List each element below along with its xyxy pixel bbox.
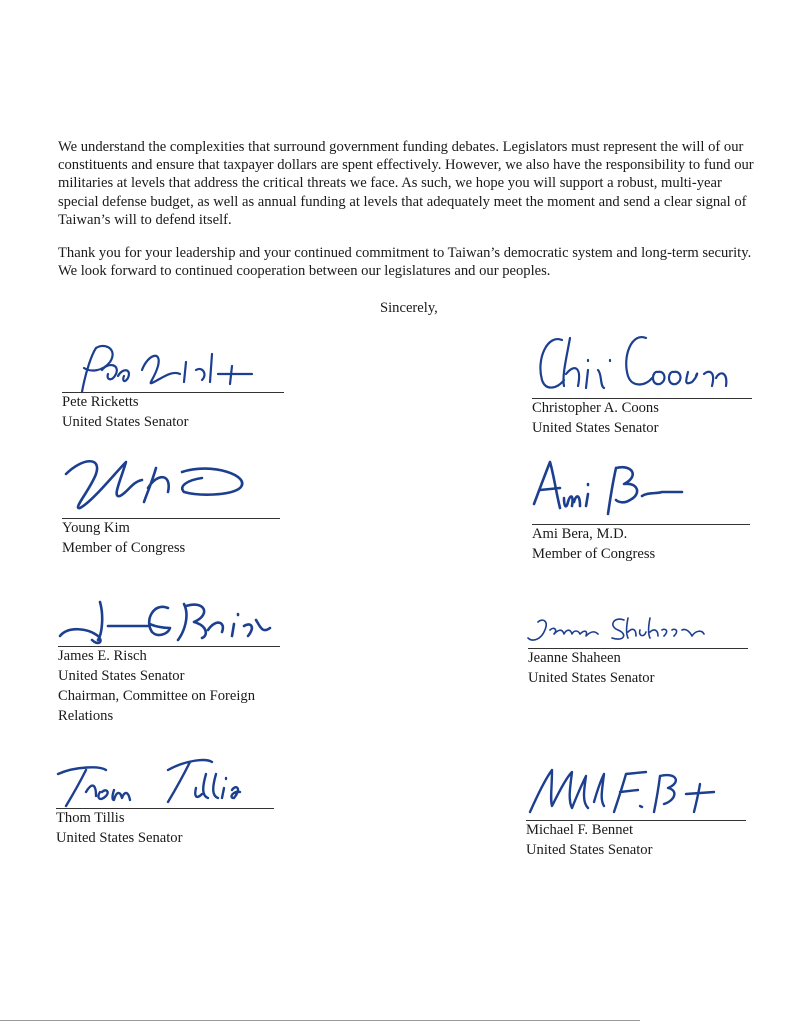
signatory-title: United States Senator [56, 830, 183, 846]
handwritten-signature-bera [532, 458, 762, 528]
handwritten-signature-ricketts [62, 340, 292, 400]
signatory-name: Jeanne Shaheen [528, 650, 621, 666]
signatory-committee-title: Chairman, Committee on Foreign Relations [58, 688, 255, 724]
body-paragraph-funding: We understand the complexities that surround government funding debates. Legislators must represent the will of our constituents and ensure that taxpayer dollars are spent effectively. However, we also have the responsibility to fund our militaries at levels that address the critical threats we face. As such, we hope you will support a robust, multi-year special defense budget, as well as annual funding at levels that adequately meet the moment and send a clear signal of Taiwan’s will to defend itself. [58, 139, 754, 228]
signatory-name: Thom Tillis [56, 810, 125, 826]
handwritten-signature-bennet [526, 764, 756, 824]
signatory-title: United States Senator [528, 670, 655, 686]
closing-salutation: Sincerely, [380, 300, 438, 316]
signatory-name: Christopher A. Coons [532, 400, 659, 416]
signatory-title: United States Senator [58, 668, 185, 684]
signatory-title: United States Senator [526, 842, 653, 858]
signatory-title: Member of Congress [62, 540, 186, 556]
signatory-name: Ami Bera, M.D. [532, 526, 628, 542]
signatory-name: Michael F. Bennet [526, 822, 634, 838]
signatory-title: United States Senator [532, 420, 659, 436]
signatory-title: Member of Congress [532, 546, 656, 562]
signatory-name: Young Kim [62, 520, 130, 536]
signatory-name: James E. Risch [58, 648, 147, 664]
page-bottom-edge-rule [0, 1020, 640, 1021]
handwritten-signature-coons [532, 330, 762, 400]
handwritten-signature-tillis [56, 752, 286, 812]
signatory-name: Pete Ricketts [62, 394, 139, 410]
signatory-title: United States Senator [62, 414, 189, 430]
body-paragraph-thanks: Thank you for your leadership and your continued commitment to Taiwan’s democratic system and long-term security. We look forward to continued cooperation between our legislatures and our peoples. [58, 245, 752, 280]
handwritten-signature-kim [62, 452, 292, 522]
handwritten-signature-shaheen [528, 612, 758, 652]
